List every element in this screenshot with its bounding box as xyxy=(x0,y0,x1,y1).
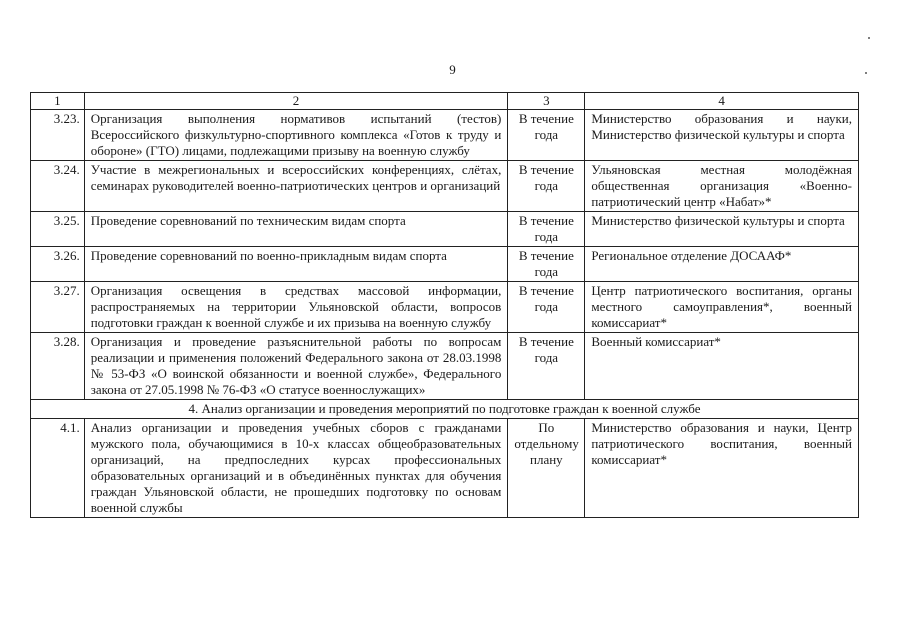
executors-cell: Министерство образования и науки, Центр патриотического воспитания, военный комиссариат* xyxy=(585,419,859,518)
table-header-row xyxy=(31,93,859,110)
event-cell: Организация выполнения нормативов испытаний (тестов) Всероссийского физкультурно-спортивного комплекса «Готов к труду и обороне» (ГТО) лицами, подлежащими призыву на военную службу xyxy=(84,110,508,161)
table-row xyxy=(31,333,859,400)
row-number: 4.1. xyxy=(31,419,85,518)
term-cell: По отдельному плану xyxy=(508,419,585,518)
executors-cell: Министерство образования и науки, Министерство физической культуры и спорта xyxy=(585,110,859,161)
event-cell: Организация и проведение разъяснительной работы по вопросам реализации и применения положений Федерального закона от 28.03.1998 № 53-ФЗ «О воинской обязанности и военной службе», Федерального закона от 27.05.1998 № 76-ФЗ «О статусе военнослужащих» xyxy=(84,333,508,400)
column-header: 2 xyxy=(84,93,508,110)
executors-cell: Военный комиссариат* xyxy=(585,333,859,400)
term-cell: В течение года xyxy=(508,247,585,282)
row-number: 3.24. xyxy=(31,161,85,212)
executors-cell: Ульяновская местная молодёжная общественная организация «Военно-патриотический центр «Набат»* xyxy=(585,161,859,212)
row-number: 3.28. xyxy=(31,333,85,400)
row-number: 3.23. xyxy=(31,110,85,161)
table-row xyxy=(31,282,859,333)
section-header-row xyxy=(31,400,859,419)
event-cell: Анализ организации и проведения учебных сборов с гражданами мужского пола, обучающимися в 10-х классах общеобразовательных организаций, на предпоследних курсах профессиональных образовательных организаций и в объединённых пунктах для обучения граждан Ульяновской области, не прошедших подготовку по основам военной службы xyxy=(84,419,508,518)
page-number: 9 xyxy=(449,62,456,77)
table-row xyxy=(31,110,859,161)
term-cell: В течение года xyxy=(508,212,585,247)
term-cell: В течение года xyxy=(508,333,585,400)
scan-speck xyxy=(865,72,867,74)
table-row xyxy=(31,247,859,282)
table-row xyxy=(31,212,859,247)
row-number: 3.26. xyxy=(31,247,85,282)
row-number: 3.27. xyxy=(31,282,85,333)
scan-speck xyxy=(868,37,870,39)
table-row xyxy=(31,419,859,518)
term-cell: В течение года xyxy=(508,110,585,161)
row-number: 3.25. xyxy=(31,212,85,247)
executors-cell: Региональное отделение ДОСААФ* xyxy=(585,247,859,282)
column-header: 3 xyxy=(508,93,585,110)
executors-cell: Центр патриотического воспитания, органы местного самоуправления*, военный комиссариат* xyxy=(585,282,859,333)
executors-cell: Министерство физической культуры и спорта xyxy=(585,212,859,247)
term-cell: В течение года xyxy=(508,282,585,333)
event-cell: Участие в межрегиональных и всероссийских конференциях, слётах, семинарах руководителей военно-патриотических центров и организаций xyxy=(84,161,508,212)
table-row xyxy=(31,161,859,212)
section-title: 4. Анализ организации и проведения мероприятий по подготовке граждан к военной службе xyxy=(31,400,859,419)
event-cell: Проведение соревнований по военно-прикладным видам спорта xyxy=(84,247,508,282)
event-cell: Проведение соревнований по техническим видам спорта xyxy=(84,212,508,247)
term-cell: В течение года xyxy=(508,161,585,212)
column-header: 4 xyxy=(585,93,859,110)
event-cell: Организация освещения в средствах массовой информации, распространяемых на территории Ульяновской области, вопросов подготовки граждан к военной службе и их призыва на военную службу xyxy=(84,282,508,333)
column-header: 1 xyxy=(31,93,85,110)
measures-table xyxy=(30,92,859,518)
